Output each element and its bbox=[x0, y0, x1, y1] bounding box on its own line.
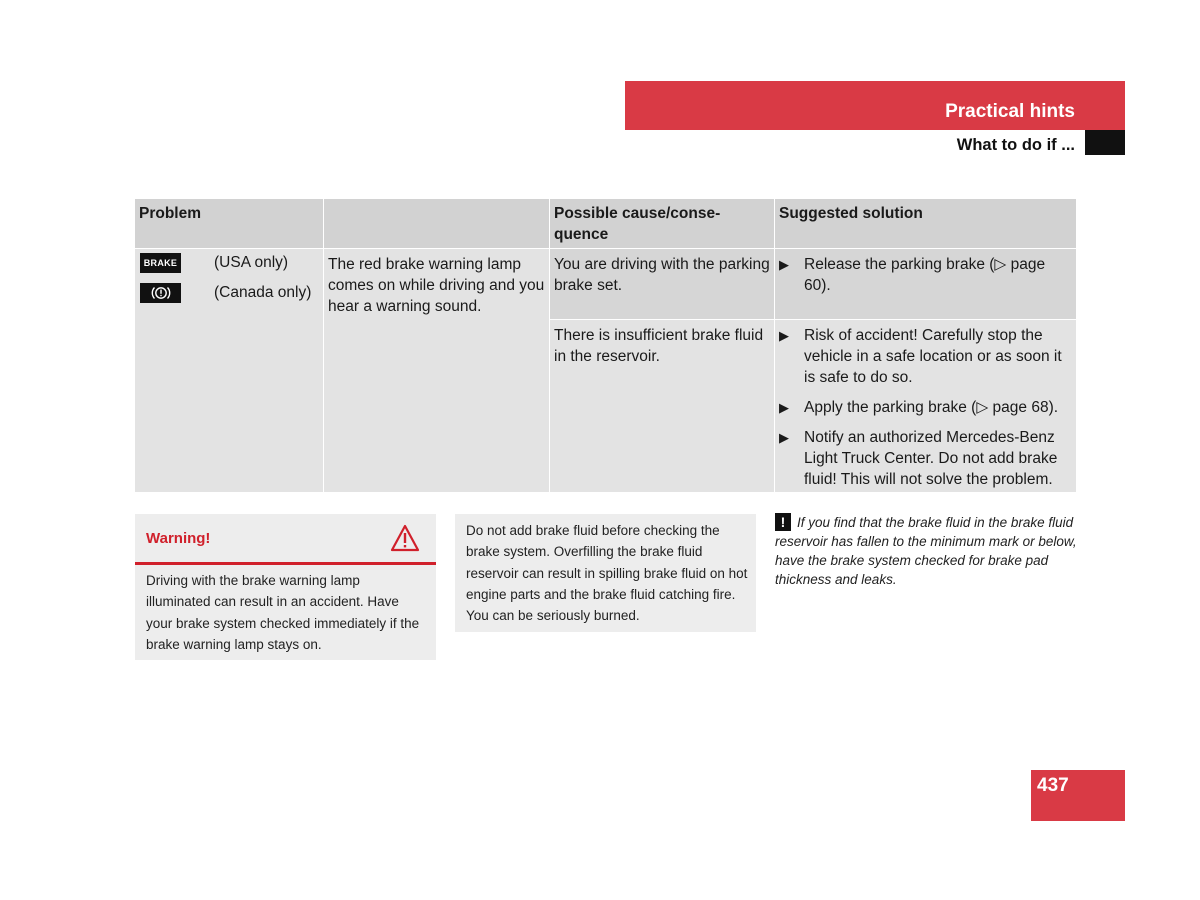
header-marker-block bbox=[1085, 130, 1125, 155]
exclamation-icon: ! bbox=[775, 513, 791, 531]
solution-cell-1 bbox=[775, 249, 1076, 319]
problem-description-cell bbox=[324, 249, 549, 492]
warning-box bbox=[135, 514, 436, 660]
info-note bbox=[775, 513, 1080, 589]
info-note-text: If you find that the brake fluid in the brake fluid reservoir has fallen to the minimum mark or below, have the brake system checked for brake pad thickness and leaks. bbox=[775, 515, 1077, 587]
solution-text: Apply the parking brake (▷ page 68). bbox=[804, 399, 1059, 416]
subsection-title: What to do if ... bbox=[956, 136, 1075, 154]
table-header-problem: Problem bbox=[135, 199, 323, 248]
warning-text: Driving with the brake warning lamp illuminated can result in an accident. Have your brake system checked immediately if the brake warning lamp stays on. bbox=[146, 573, 420, 652]
cause-text-1: You are driving with the parking brake set. bbox=[554, 256, 770, 294]
solution-text: Risk of accident! Carefully stop the vehicle in a safe location or as soon it is safe to do so. bbox=[804, 327, 1062, 386]
brake-lamp-icon: BRAKE bbox=[140, 253, 181, 273]
cause-cell-2 bbox=[550, 320, 774, 492]
section-title: Practical hints bbox=[945, 101, 1075, 122]
solution-item bbox=[779, 254, 1049, 296]
solution-text: Notify an authorized Mercedes-Benz Light Truck Center. Do not add brake fluid! This will not solve the problem. bbox=[804, 429, 1058, 488]
brake-circle-lamp-icon bbox=[140, 283, 181, 303]
table-header-solution: Suggested solution bbox=[775, 199, 1076, 248]
solution-item bbox=[779, 397, 1072, 418]
page-number-box bbox=[1031, 770, 1125, 821]
problem-description: The red brake warning lamp comes on while driving and you hear a warning sound. bbox=[328, 256, 545, 315]
warning-triangle-icon bbox=[390, 524, 420, 552]
solution-cell-2 bbox=[775, 320, 1076, 492]
warning-divider bbox=[135, 562, 436, 565]
solution-item bbox=[779, 427, 1072, 490]
region-canada-label: (Canada only) bbox=[214, 284, 312, 301]
table-header-cause: Possible cause/conse- quence bbox=[550, 199, 774, 248]
region-usa-label: (USA only) bbox=[214, 254, 289, 271]
bullet-arrow-icon: ▶ bbox=[779, 430, 789, 445]
bullet-arrow-icon: ▶ bbox=[779, 328, 789, 343]
cause-cell-1 bbox=[550, 249, 774, 319]
note-box bbox=[455, 514, 756, 632]
table-header-blank bbox=[324, 199, 549, 248]
warning-title: Warning! bbox=[146, 530, 211, 547]
bullet-arrow-icon: ▶ bbox=[779, 257, 789, 272]
bullet-arrow-icon: ▶ bbox=[779, 400, 789, 415]
page-number: 437 bbox=[1037, 775, 1069, 796]
cause-text-2: There is insufficient brake fluid in the reservoir. bbox=[554, 327, 764, 365]
solution-text: Release the parking brake (▷ page 60). bbox=[804, 256, 1046, 294]
solution-item bbox=[779, 325, 1072, 388]
note-text: Do not add brake fluid before checking the brake system. Overfilling the brake fluid reservoir can result in spilling brake fluid on hot engine parts and the brake fluid catching fire. You can be seriously burned. bbox=[466, 523, 748, 624]
